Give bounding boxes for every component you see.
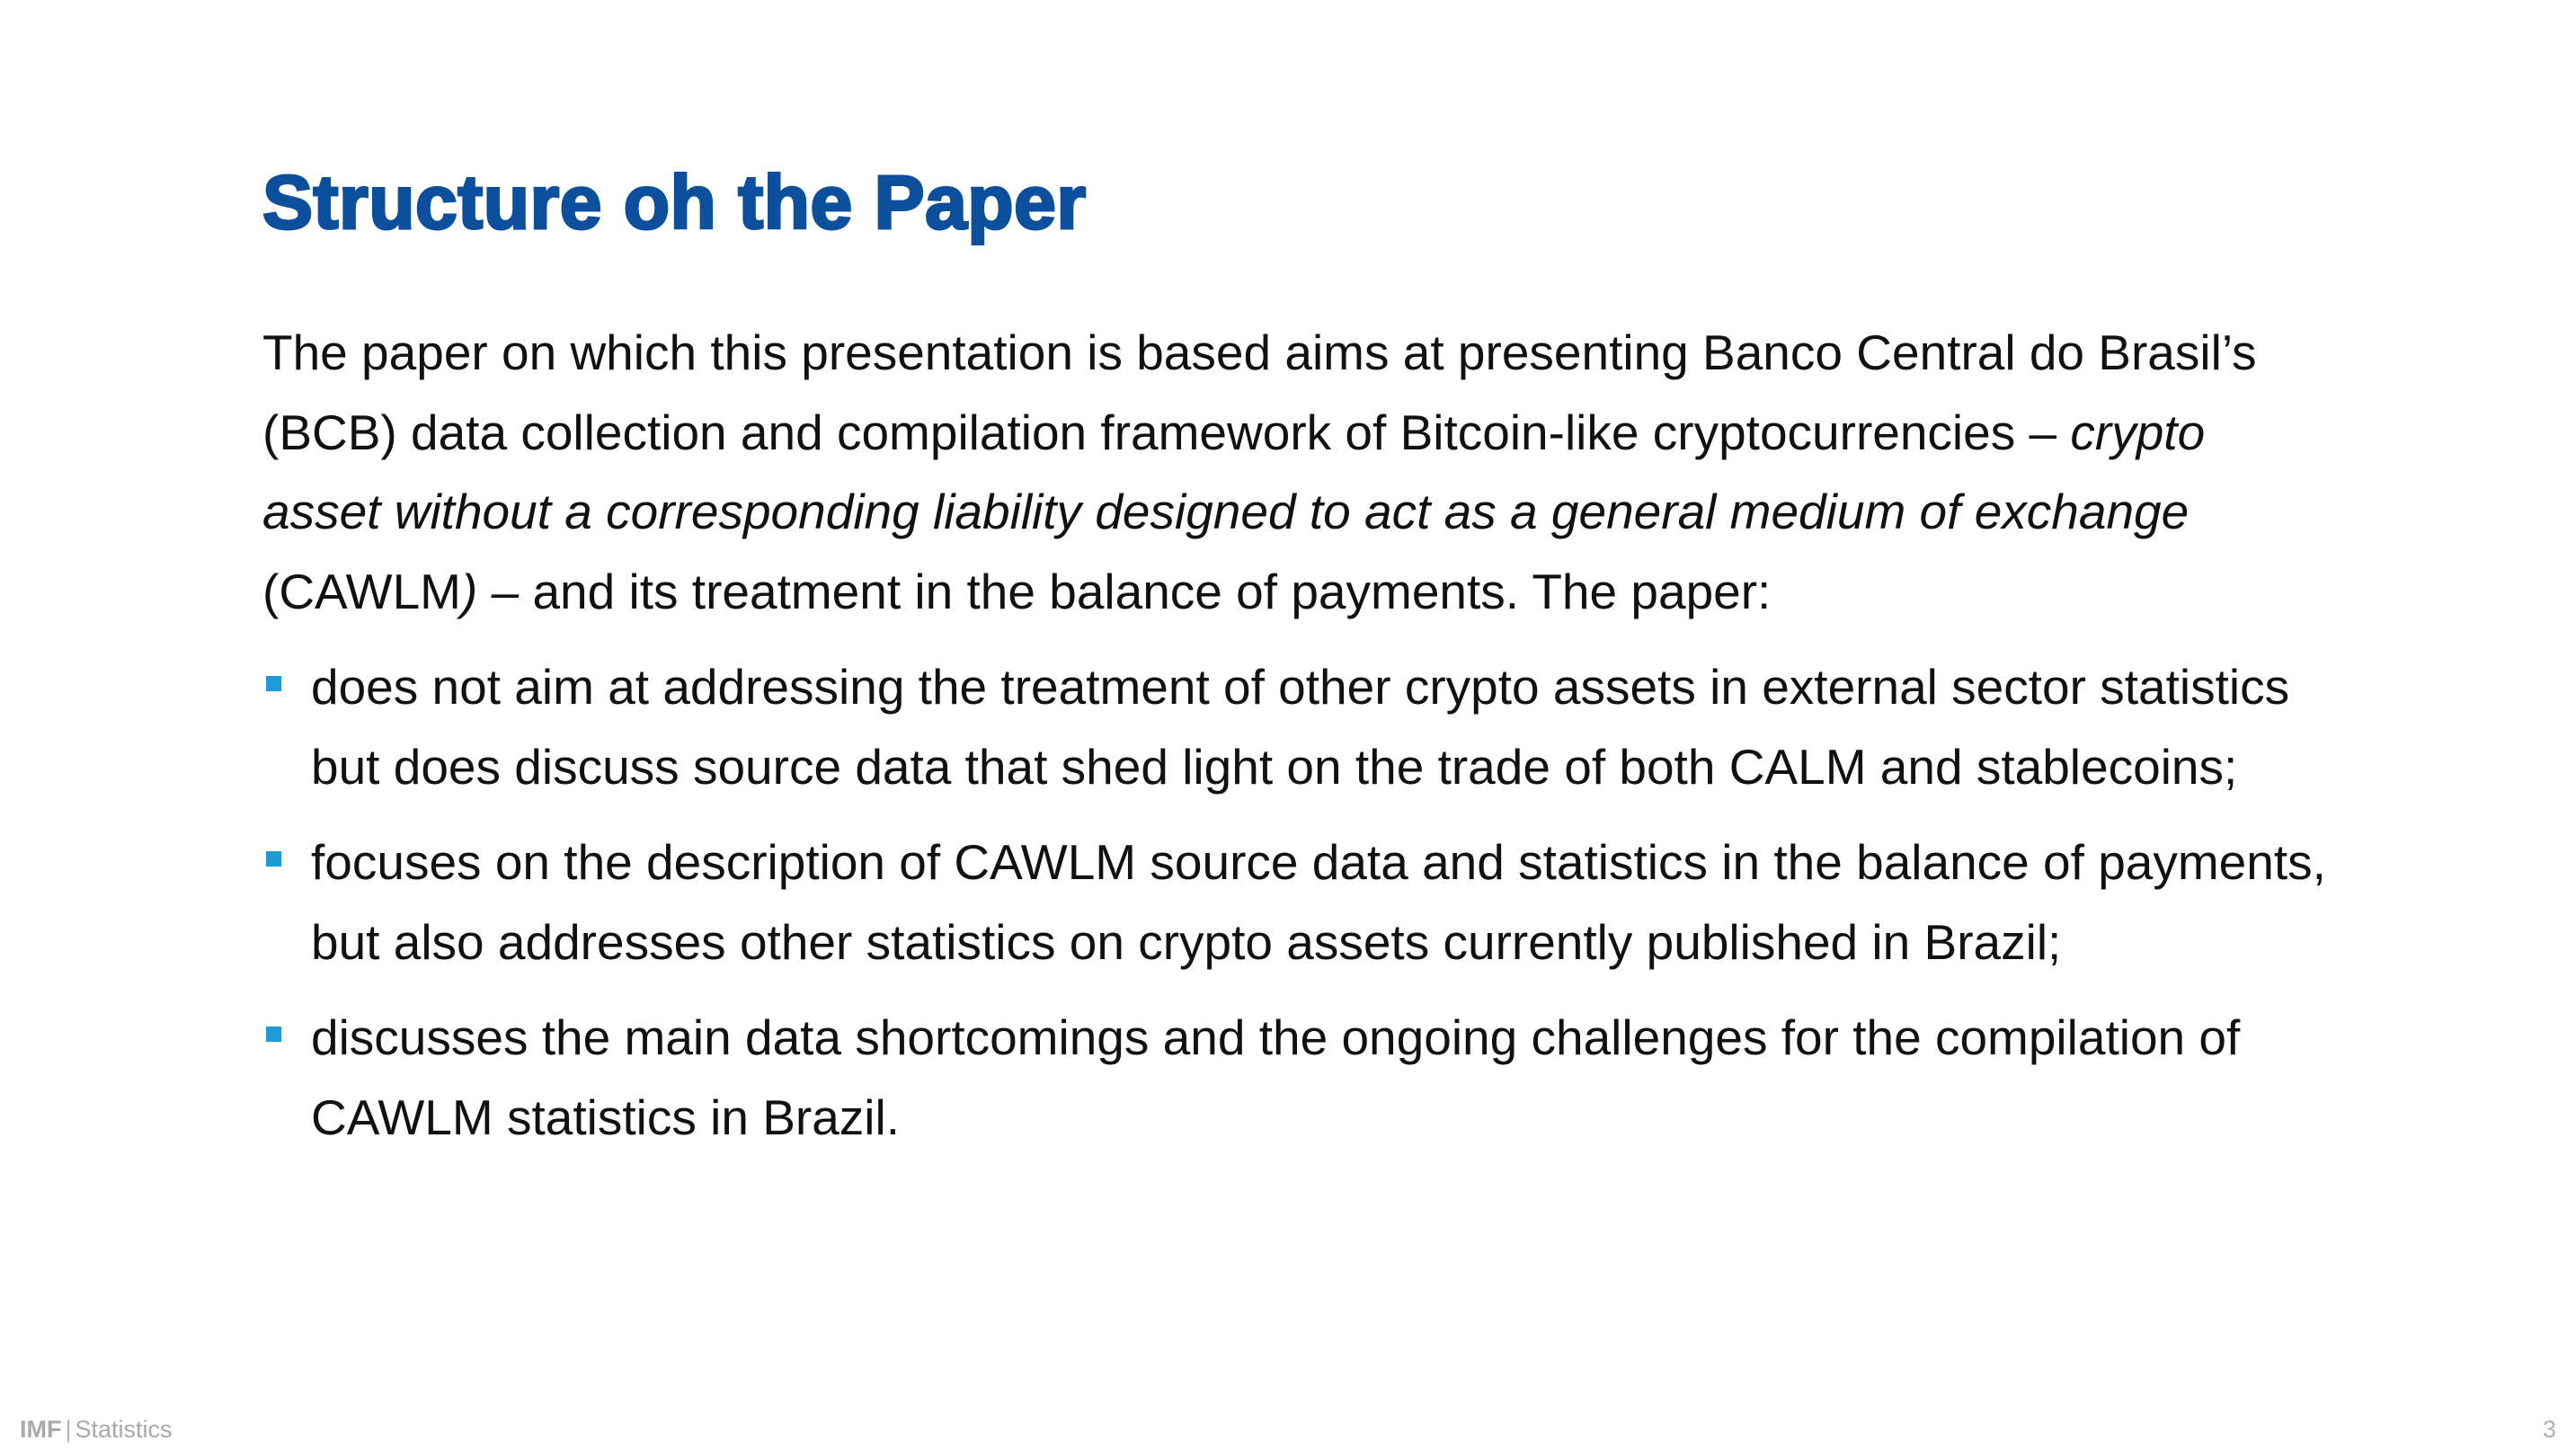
square-bullet-icon bbox=[266, 676, 281, 691]
list-item bbox=[262, 822, 2330, 982]
intro-text-3: ) – bbox=[461, 563, 533, 619]
square-bullet-icon bbox=[266, 1027, 281, 1042]
footer-section: Statistics bbox=[75, 1416, 173, 1443]
intro-text-2: (CAWLM bbox=[262, 563, 461, 619]
slide-body bbox=[262, 313, 2330, 1173]
footer-label bbox=[20, 1415, 173, 1444]
intro-text-1: The paper on which this presentation is based aims at presenting Banco Central do Brasil’s (BCB) data collection and compilation framework of Bitcoin-like cryptocurrencies – bbox=[262, 324, 2257, 460]
footer-brand: IMF bbox=[20, 1416, 62, 1443]
square-bullet-icon bbox=[266, 851, 281, 867]
footer-separator: | bbox=[65, 1416, 72, 1443]
bullet-list bbox=[262, 647, 2330, 1157]
intro-text-4: and its treatment in the balance of payments. The paper: bbox=[532, 563, 1772, 619]
list-item bbox=[262, 647, 2330, 806]
list-item bbox=[262, 998, 2330, 1157]
bullet-text: does not aim at addressing the treatment of other crypto assets in external sector statistics but does discuss source data that shed light on the trade of both CALM and stablecoins; bbox=[311, 659, 2290, 795]
intro-definition-italic: crypto asset without a corresponding liability designed to act as a general medium of exchange bbox=[262, 404, 2206, 539]
bullet-text: discusses the main data shortcomings and the ongoing challenges for the compilation of CAWLM statistics in Brazil. bbox=[311, 1009, 2241, 1145]
bullet-text: focuses on the description of CAWLM source data and statistics in the balance of payments, but also addresses other statistics on crypto assets currently published in Brazil; bbox=[311, 834, 2326, 970]
slide-title: Structure oh the Paper bbox=[262, 160, 1087, 244]
intro-paragraph bbox=[262, 313, 2330, 631]
page-number: 3 bbox=[2542, 1416, 2556, 1443]
